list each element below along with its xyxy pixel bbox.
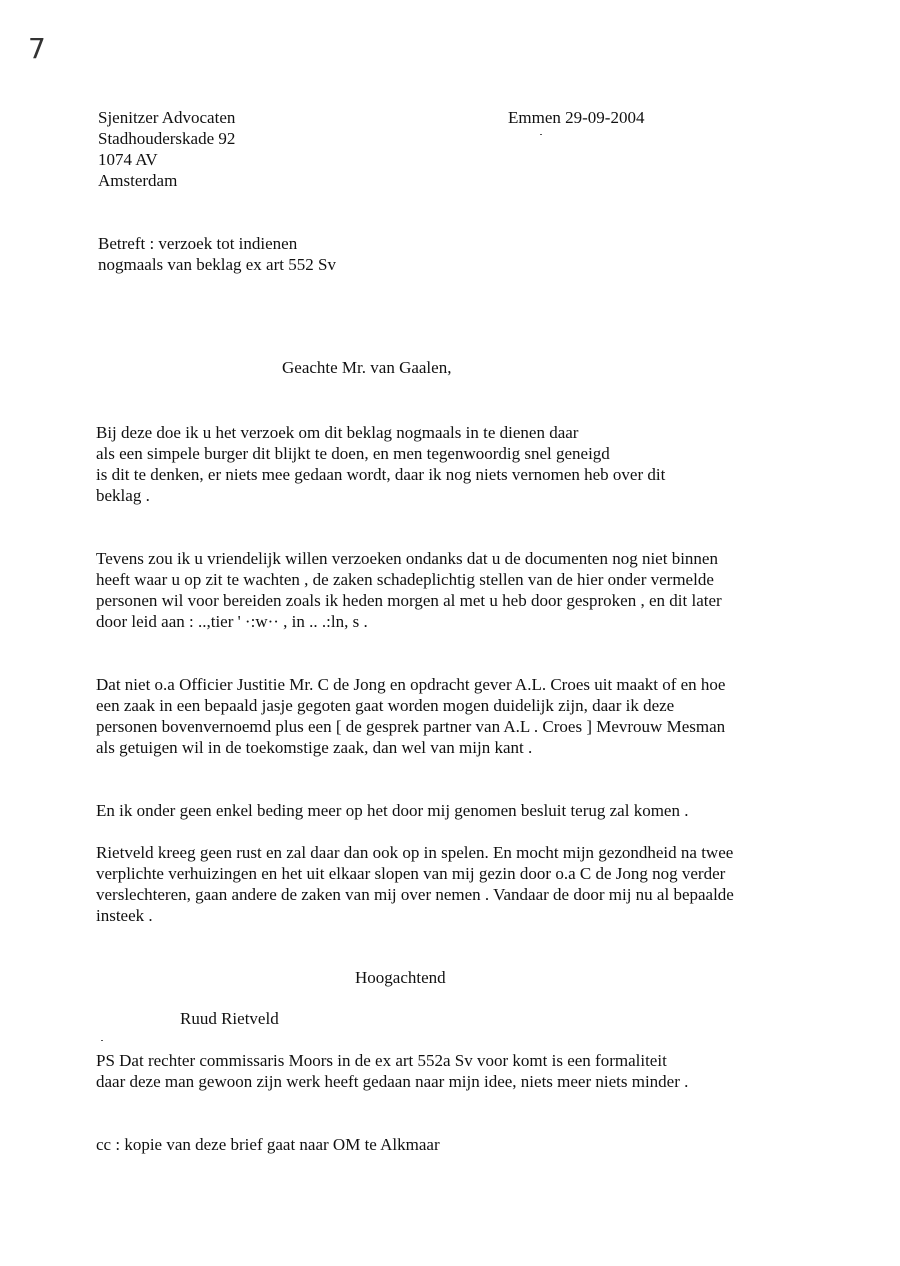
paragraph-5	[96, 842, 734, 926]
signature-name: Ruud Rietveld	[180, 1009, 279, 1028]
paragraph-line: is dit te denken, er niets mee gedaan wordt, daar ik nog niets vernomen heb over dit	[96, 465, 666, 484]
place-date: Emmen 29-09-2004	[508, 108, 645, 127]
subject	[98, 233, 336, 275]
postscript	[96, 1050, 688, 1092]
paragraph-1	[96, 422, 665, 506]
address-line: 1074 AV	[98, 150, 158, 169]
paragraph-line: Bij deze doe ik u het verzoek om dit beklag nogmaals in te dienen daar	[96, 423, 579, 442]
paragraph-line: verslechteren, gaan andere de zaken van mij over nemen . Vandaar de door mij nu al bepaalde	[96, 885, 734, 904]
subject-line: nogmaals van beklag ex art 552 Sv	[98, 255, 336, 274]
postscript-line: PS Dat rechter commissaris Moors in de ex art 552a Sv voor komt is een formaliteit	[96, 1051, 667, 1070]
paragraph-line: een zaak in een bepaald jasje gegoten gaat worden mogen duidelijk zijn, daar ik deze	[96, 696, 675, 715]
carbon-copy-note: cc : kopie van deze brief gaat naar OM te Alkmaar	[96, 1135, 440, 1154]
postscript-line: daar deze man gewoon zijn werk heeft gedaan naar mijn idee, niets meer niets minder .	[96, 1072, 689, 1091]
paragraph-line: Rietveld kreeg geen rust en zal daar dan ook op in spelen. En mocht mijn gezondheid na twee	[96, 843, 734, 862]
paragraph-line: insteek .	[96, 906, 153, 925]
subject-line: Betreft : verzoek tot indienen	[98, 234, 298, 253]
paragraph-line: beklag .	[96, 486, 150, 505]
paragraph-line: personen bovenvernoemd plus een [ de gesprek partner van A.L . Croes ] Mevrouw Mesman	[96, 717, 726, 736]
paragraph-line: Dat niet o.a Officier Justitie Mr. C de Jong en opdracht gever A.L. Croes uit maakt of en hoe	[96, 675, 726, 694]
handwritten-page-number: 7	[28, 32, 46, 65]
address-line: Amsterdam	[98, 171, 178, 190]
paragraph-3	[96, 674, 725, 758]
paragraph-line: verplichte verhuizingen en het uit elkaar slopen van mij gezin door o.a C de Jong nog verder	[96, 864, 726, 883]
salutation: Geachte Mr. van Gaalen,	[282, 358, 452, 377]
sender-address	[98, 107, 235, 191]
paragraph-line: Tevens zou ik u vriendelijk willen verzoeken ondanks dat u de documenten nog niet binnen	[96, 549, 718, 568]
paragraph-4: En ik onder geen enkel beding meer op het door mij genomen besluit terug zal komen .	[96, 801, 689, 820]
address-line: Sjenitzer Advocaten	[98, 108, 236, 127]
paragraph-line: door leid aan : ..,tier ' ·:w·· , in .. .:ln, s .	[96, 612, 368, 631]
address-line: Stadhouderskade 92	[98, 129, 236, 148]
scan-speck	[101, 1040, 103, 1041]
paragraph-line: heeft waar u op zit te wachten , de zaken schadeplichtig stellen van de hier onder vermelde	[96, 570, 714, 589]
paragraph-line: als een simpele burger dit blijkt te doen, en men tegenwoordig snel geneigd	[96, 444, 610, 463]
paragraph-line: personen wil voor bereiden zoals ik heden morgen al met u heb door gesproken , en dit later	[96, 591, 722, 610]
scan-speck	[540, 134, 542, 135]
paragraph-line: als getuigen wil in de toekomstige zaak, dan wel van mijn kant .	[96, 738, 533, 757]
closing: Hoogachtend	[355, 968, 446, 987]
paragraph-2	[96, 548, 722, 632]
